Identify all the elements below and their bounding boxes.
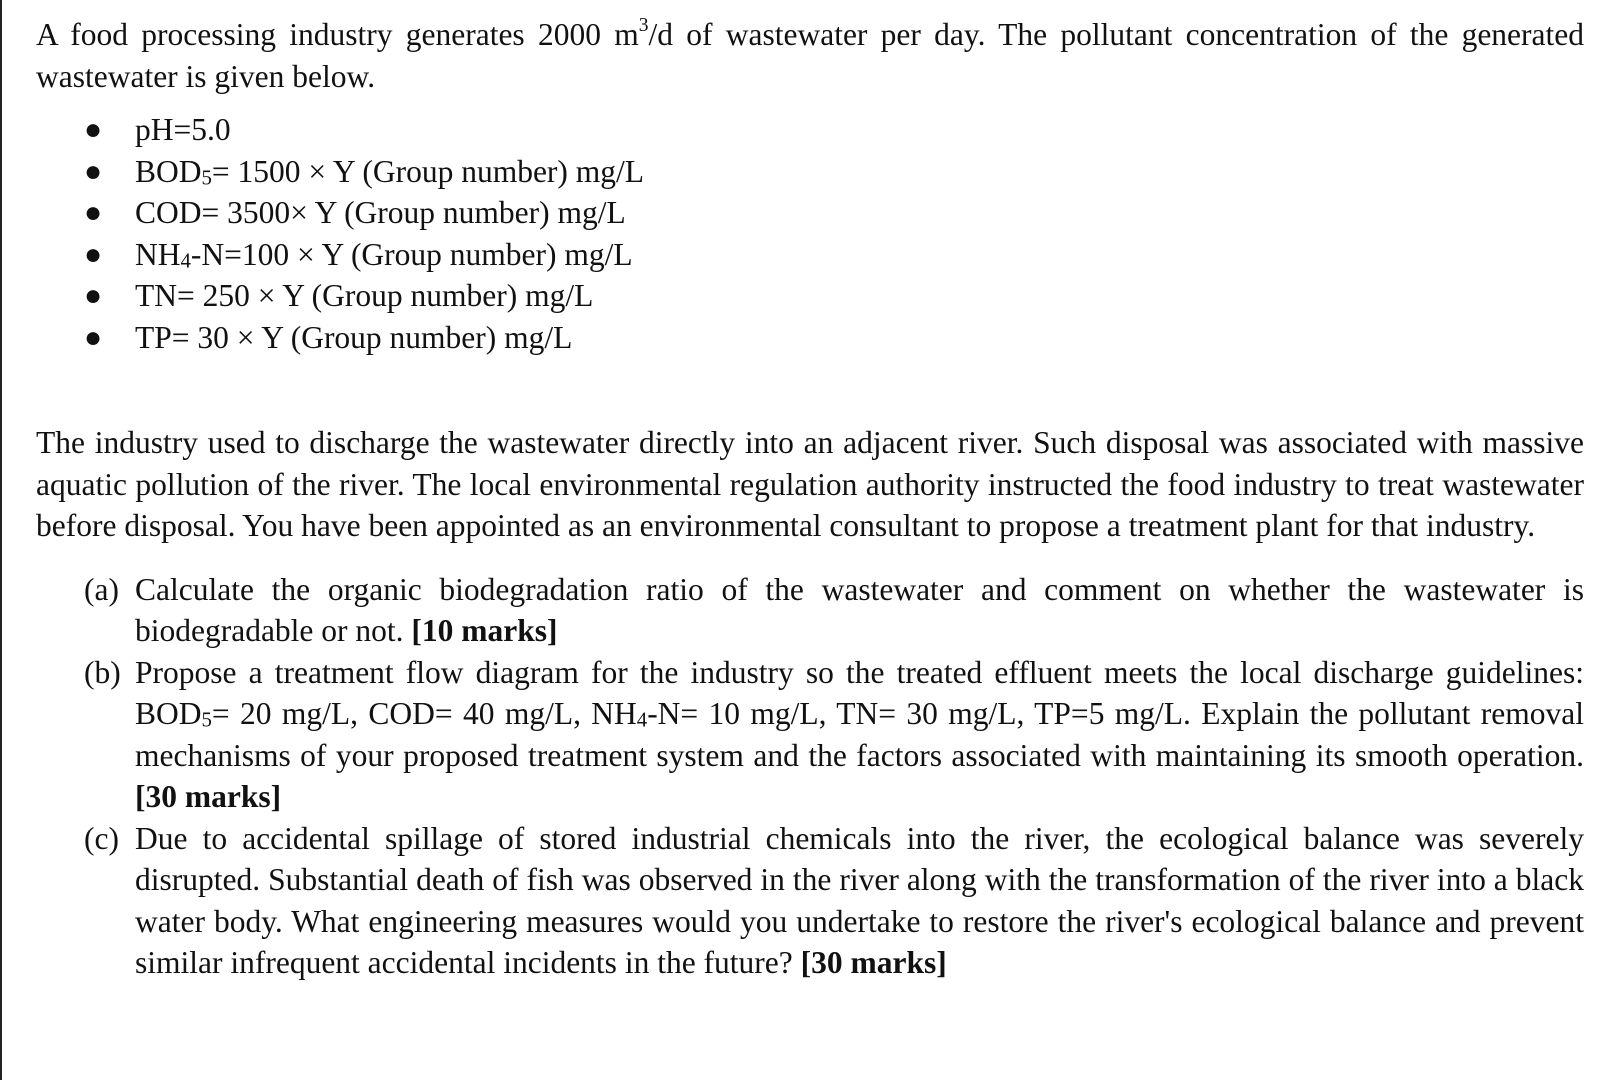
subscript: 5	[201, 165, 212, 189]
pollutant-text: pH=5.0	[135, 112, 231, 147]
pollutant-item-tn	[36, 275, 1584, 317]
context-paragraph: The industry used to discharge the wastewater directly into an adjacent river. Such disposal was associated with massive aquatic pollution of the river. The local environmental regulation authority instructed the food industry to treat wastewater before disposal. You have been appointed as an environmental consultant to propose a treatment plant for that industry.	[36, 425, 1584, 543]
question-label: (c)	[84, 820, 119, 856]
pollutant-text: NH	[135, 236, 181, 272]
question-label: (a)	[84, 571, 119, 607]
question-b	[36, 652, 1584, 818]
question-a	[36, 569, 1584, 652]
pollutant-text: -N=100 × Y (Group number) mg/L	[190, 236, 633, 272]
question-text: Calculate the organic biodegradation ratio of the wastewater and comment on whether the wastewater is biodegradable or not.	[135, 571, 1584, 648]
left-border-line	[0, 0, 2, 1080]
intro-paragraph	[36, 14, 1584, 97]
question-label: (b)	[84, 654, 121, 690]
pollutant-text: BOD	[135, 153, 202, 189]
bullet-icon: ●	[84, 196, 103, 229]
pollutant-text: COD= 3500× Y (Group number) mg/L	[135, 195, 626, 230]
bullet-icon: ●	[84, 113, 103, 146]
marks-label: [30 marks]	[135, 779, 282, 814]
question-text: Propose a treatment flow diagram for the industry so the treated effluent meets the local discharge guidelines: BOD	[135, 654, 1584, 731]
question-c	[36, 818, 1584, 984]
pollutant-text: TN= 250 × Y (Group number) mg/L	[135, 278, 594, 313]
cubic-superscript: 3	[638, 14, 649, 36]
question-list	[36, 569, 1584, 984]
pollutant-text: TP= 30 × Y (Group number) mg/L	[135, 319, 573, 355]
question-text: = 20 mg/L, COD= 40 mg/L, NH	[211, 696, 637, 731]
pollutant-list	[36, 109, 1584, 358]
question-text: -N= 10 mg/L, TN= 30 mg/L, TP=5 mg/L. Explain the pollutant removal mechanisms of your proposed treatment system and the factors associated with maintaining its smooth operation.	[135, 696, 1584, 773]
intro-text-prefix: A food processing industry generates 2000 m	[36, 17, 639, 52]
intro-text-suffix: /d of wastewater per day. The pollutant concentration of the generated wastewater is given below.	[36, 17, 1584, 94]
question-text: Due to accidental spillage of stored industrial chemicals into the river, the ecological balance was severely disrupted. Substantial death of fish was observed in the river along with the transformation of the river into a black water body. What engineering measures would you undertake to restore the river's ecological balance and prevent similar infrequent accidental incidents in the future?	[135, 820, 1584, 980]
pollutant-item-tp	[36, 317, 1584, 359]
bullet-icon: ●	[84, 279, 103, 312]
subscript: 4	[180, 248, 191, 272]
bullet-icon: ●	[84, 237, 103, 271]
subscript: 4	[636, 708, 648, 732]
pollutant-item-nh4n	[36, 234, 1584, 276]
pollutant-item-bod	[36, 151, 1584, 193]
pollutant-item-ph	[36, 109, 1584, 151]
bullet-icon: ●	[84, 320, 103, 354]
question-document	[36, 14, 1584, 984]
pollutant-text: = 1500 × Y (Group number) mg/L	[211, 153, 645, 189]
bullet-icon: ●	[84, 154, 103, 188]
marks-label: [10 marks]	[411, 613, 558, 648]
marks-label: [30 marks]	[800, 945, 947, 980]
pollutant-item-cod	[36, 192, 1584, 234]
subscript: 5	[201, 708, 212, 732]
